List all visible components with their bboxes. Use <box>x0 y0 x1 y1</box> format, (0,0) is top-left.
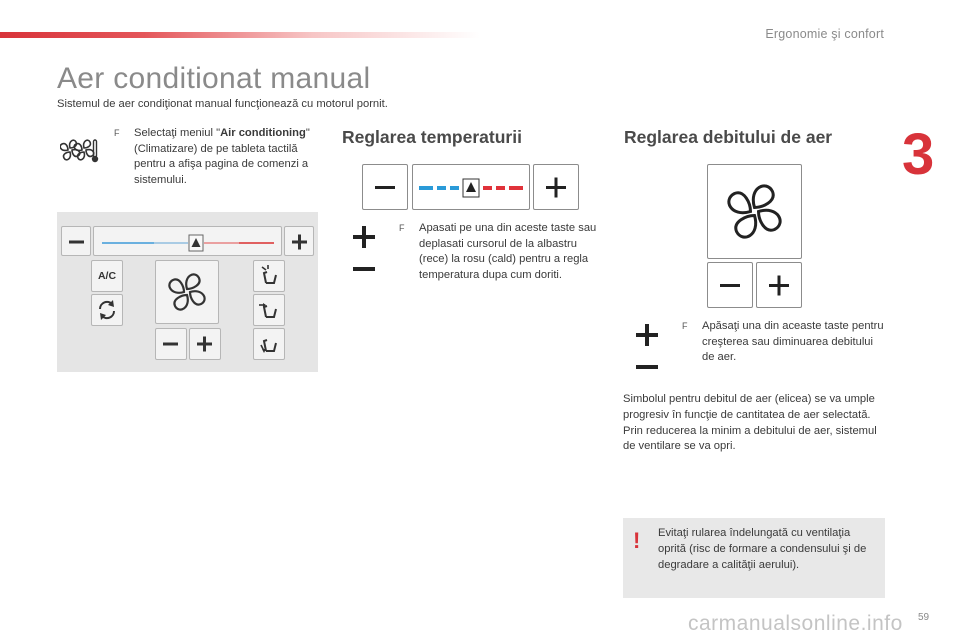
seat-feet-airflow-icon <box>254 329 284 359</box>
bullet-marker: F <box>399 223 405 233</box>
warning-text: Evitaţi rularea îndelungată cu ventilaţia oprită (risc de formare a condensului şi de degradare a calităţii aerului). <box>658 527 867 571</box>
airflow-heading: Reglarea debitului de aer <box>624 127 833 147</box>
chapter-number: 3 <box>902 122 935 187</box>
ac-label: A/C <box>97 270 117 282</box>
temperature-slider-large-track <box>413 165 529 209</box>
fan-display-large <box>707 164 802 259</box>
temperature-slider-track <box>94 227 283 257</box>
plus-minus-symbols-airflow <box>633 322 663 376</box>
temperature-heading: Reglarea temperaturii <box>342 127 522 147</box>
fan-icon <box>708 165 801 258</box>
temperature-decrease-button[interactable] <box>61 226 91 256</box>
airflow-description <box>623 392 888 455</box>
airflow-decrease-button-large[interactable] <box>707 262 753 308</box>
bullet-marker: F <box>114 128 120 138</box>
fan-icon <box>156 261 218 323</box>
airflow-description-paragraph-2: Prin reducerea la minim a debitului de aer, sistemul de ventilare se va opri. <box>623 424 877 453</box>
plus-icon <box>285 227 315 257</box>
airflow-increase-button-large[interactable] <box>756 262 802 308</box>
minus-icon <box>156 329 186 359</box>
temperature-increase-button[interactable] <box>284 226 314 256</box>
plus-icon <box>757 263 801 307</box>
bullet-marker: F <box>682 321 688 331</box>
minus-icon <box>363 165 407 209</box>
watermark: carmanualsonline.info <box>688 612 903 635</box>
airflow-decrease-button[interactable] <box>155 328 187 360</box>
air-conditioning-menu-icon <box>60 134 100 166</box>
air-distribution-windscreen-button[interactable] <box>253 260 285 292</box>
ac-button[interactable] <box>91 260 123 292</box>
warning-box <box>623 518 885 598</box>
airflow-increase-button[interactable] <box>189 328 221 360</box>
chapter-title: Ergonomie şi confort <box>765 27 884 41</box>
warning-icon: ! <box>633 528 641 553</box>
air-distribution-footwell-button[interactable] <box>253 328 285 360</box>
plus-icon <box>534 165 578 209</box>
temperature-slider-large[interactable] <box>412 164 530 210</box>
temperature-slider[interactable] <box>93 226 282 256</box>
intro-text: Sistemul de aer condiţionat manual funcţionează cu motorul pornit. <box>57 98 388 110</box>
fan-display <box>155 260 219 324</box>
airflow-description-paragraph-1: Simbolul pentru debitul de aer (elicea) se va umple progresiv în funcţie de cantitatea de aer selectată. <box>623 393 875 421</box>
plus-icon <box>190 329 220 359</box>
temperature-decrease-button-large[interactable] <box>362 164 408 210</box>
climate-control-panel <box>57 212 318 372</box>
plus-minus-symbols-temperature <box>350 224 380 278</box>
seat-windscreen-airflow-icon <box>254 261 284 291</box>
airflow-instruction: F Apăsaţi una din aceaste taste pentru creşterea sau diminuarea debitului de aer. <box>682 320 884 364</box>
temperature-increase-button-large[interactable] <box>533 164 579 210</box>
menu-instruction: F Selectaţi meniul "Air conditioning" (Climatizare) de pe tableta tactilă pentru a afişa pagina de comenzi a sistemului. <box>114 127 310 186</box>
page-title: Aer conditionat manual <box>57 62 371 95</box>
minus-icon <box>62 227 92 257</box>
seat-face-airflow-icon <box>254 295 284 325</box>
recirculation-button[interactable] <box>91 294 123 326</box>
page-number: 59 <box>918 612 930 623</box>
header-accent-bar <box>0 32 480 38</box>
temperature-instruction: F Apasati pe una din aceste taste sau deplasati cursorul de la albastru (rece) la rosu (cald) pentru a regla temperatura dupa cum doriti. <box>399 222 597 281</box>
air-distribution-center-button[interactable] <box>253 294 285 326</box>
minus-icon <box>708 263 752 307</box>
menu-name: Air conditioning <box>220 127 306 139</box>
recirculation-icon <box>92 295 122 325</box>
